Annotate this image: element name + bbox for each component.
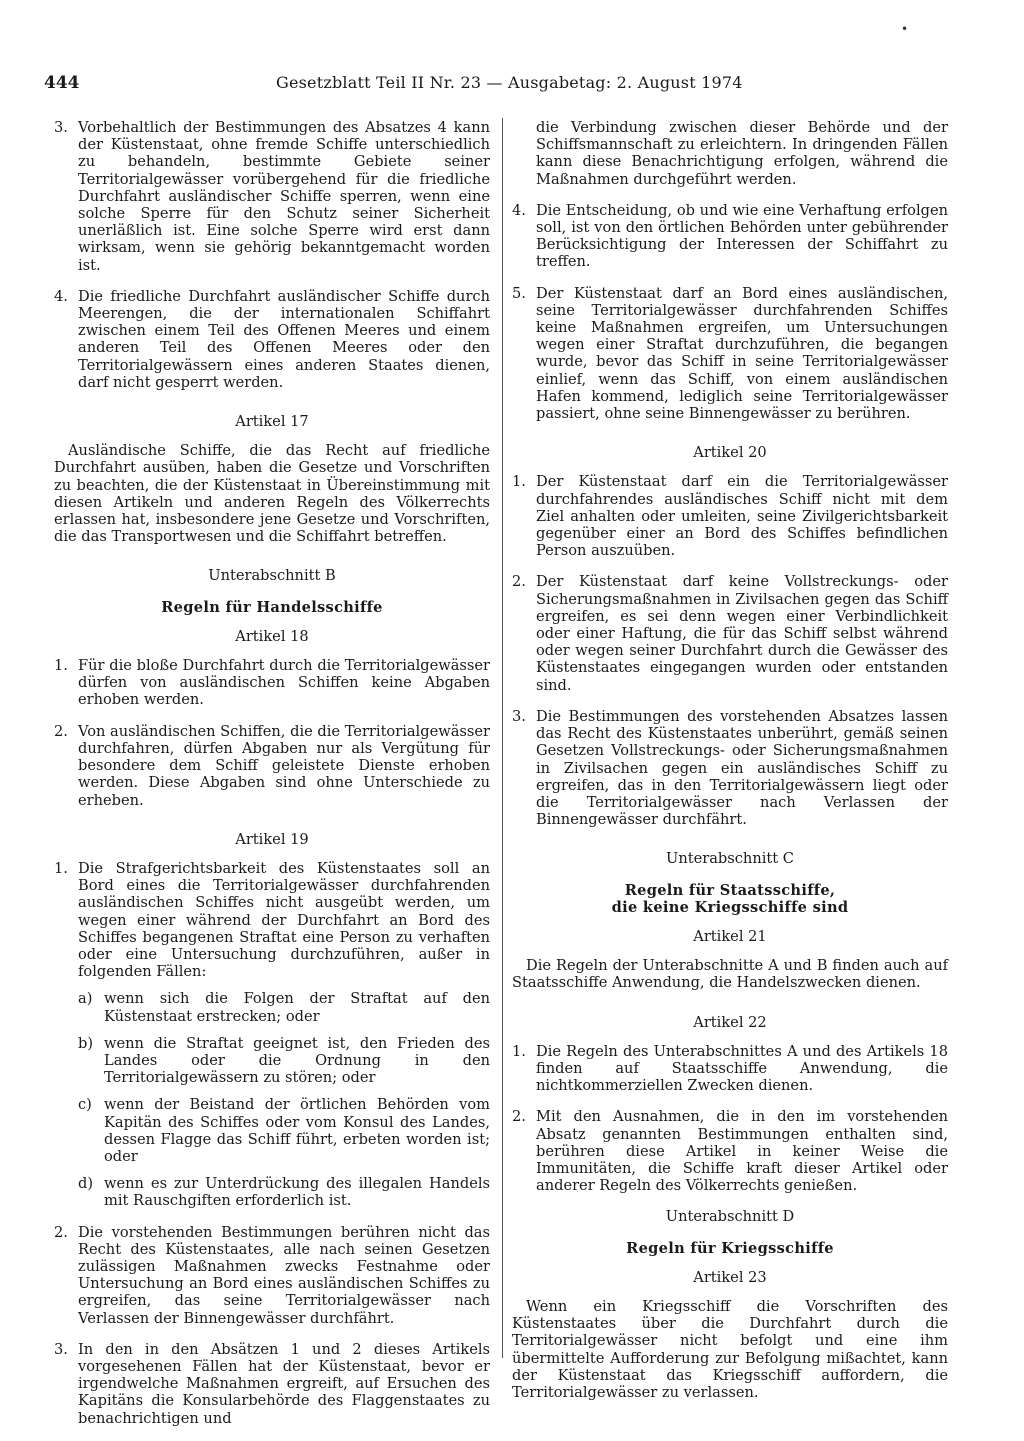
article-23-text: Wenn ein Kriegsschiff die Vorschriften des Küstenstaates über die Durchfahrt durch die Territorialgewässer nicht befolgt und eine ihm übermittelte Aufforderung zur Befolgung mißachtet, kann der Küstenstaat das Kriegsschiff auffordern, die Territorialgewässer zu verlassen. [512, 1297, 948, 1401]
sub-item-text: wenn der Beistand der örtlichen Behörden vom Kapitän des Schiffes oder vom Konsul des Landes, dessen Flagge das Schiff führt, erbeten worden ist; oder [104, 1096, 490, 1165]
article-19-title: Artikel 19 [235, 830, 309, 848]
article-18-paragraph-1 [54, 657, 490, 709]
sub-item-label: d) [78, 1175, 94, 1193]
subsection-b-title: Regeln für Handelsschiffe [161, 598, 383, 616]
paragraph-text: Für die bloße Durchfahrt durch die Territorialgewässer dürfen von ausländischen Schiffen keine Abgaben erhoben werden. [78, 657, 490, 709]
paragraph-text: Von ausländischen Schiffen, die die Territorialgewässer durchfahren, dürfen Abgaben nur als Vergütung für besondere dem Schiff geleistete Dienste erhoben werden. Diese Abgaben sind ohne Unterschiede zu erheben. [78, 722, 490, 809]
article-20-title: Artikel 20 [693, 444, 767, 462]
article-19-paragraph-4 [512, 202, 948, 271]
right-column [512, 119, 948, 1415]
article-17-text: Ausländische Schiffe, die das Recht auf friedliche Durchfahrt ausüben, haben die Gesetze und Vorschriften zu beachten, die der Küstenstaat in Übereinstimmung mit diesen Artikeln und anderen Regeln des Völkerrechts erlassen hat, insbesondere jene Gesetze und Vorschriften, die das Transportwesen und die Schiffahrt betreffen. [54, 442, 490, 546]
paragraph-number: 3. [54, 1340, 68, 1358]
paragraph-number: 1. [512, 473, 526, 491]
paragraph-number: 2. [54, 722, 68, 740]
sub-item-label: b) [78, 1034, 94, 1052]
subsection-c-label: Unterabschnitt C [666, 850, 794, 868]
paragraph-text: Der Küstenstaat darf keine Vollstreckungs- oder Sicherungsmaßnahmen in Zivilsachen gegen das Schiff ergreifen, es sei denn wegen einer Verbindlichkeit oder einer Haftung, die für das Schiff selbst während oder wegen seiner Durchfahrt durch die Gewässer des Küstenstaates eingegangen wurden oder entstanden sind. [536, 573, 948, 694]
paragraph-text: Vorbehaltlich der Bestimmungen des Absatzes 4 kann der Küstenstaat, ohne fremde Schiffe unterschiedlich zu behandeln, bestimmte Gebiete seiner Territorialgewässer vorübergehend für die friedliche Durchfahrt ausländischer Schiffe sperren, wenn eine solche Sperre für den Schutz seiner Sicherheit unerläßlich ist. Eine solche Sperre wird erst dann wirksam, wenn sie gehörig bekanntgemacht worden ist. [78, 119, 490, 274]
article-22-title: Artikel 22 [693, 1013, 767, 1031]
paragraph-text: Die Bestimmungen des vorstehenden Absatzes lassen das Recht des Küstenstaates unberührt, gemäß seinen Gesetzen Vollstreckungs- oder Sicherungsmaßnahmen in Zivilsachen gegen ein ausländisches Schiff zu ergreifen, das in den Territorialgewässern liegt oder die Territorialgewässer nach Verlassen der Binnengewässer durchfährt. [536, 707, 948, 829]
article-19-paragraph-2 [54, 1224, 490, 1327]
article-19-paragraph-3 [54, 1341, 490, 1427]
article-21-text: Die Regeln der Unterabschnitte A und B finden auch auf Staatsschiffe Anwendung, die Handelszwecken dienen. [512, 957, 948, 992]
subsection-d-title: Regeln für Kriegsschiffe [626, 1239, 834, 1257]
article-20-paragraph-3 [512, 708, 948, 828]
article-18-title: Artikel 18 [235, 627, 309, 645]
page-number: 444 [44, 73, 80, 93]
subsection-b-label: Unterabschnitt B [208, 567, 336, 585]
paragraph-text: Die Entscheidung, ob und wie eine Verhaftung erfolgen soll, ist von den örtlichen Behörden unter gebührender Berücksichtigung der Interessen der Schiffahrt zu treffen. [536, 201, 948, 271]
paragraph-number: 2. [512, 573, 526, 591]
paragraph-number: 1. [512, 1042, 526, 1060]
sub-item-text: wenn die Straftat geeignet ist, den Frieden des Landes oder die Ordnung in den Territorialgewässern zu stören; oder [104, 1034, 490, 1087]
article-17-title: Artikel 17 [235, 413, 309, 431]
paragraph-number: 4. [54, 287, 68, 305]
article-19-paragraph-5 [512, 285, 948, 423]
sub-item-text: wenn es zur Unterdrückung des illegalen Handels mit Rauschgiften erforderlich ist. [104, 1175, 490, 1210]
sub-item-b [78, 1035, 490, 1087]
article-22-paragraph-1 [512, 1043, 948, 1095]
paragraph-text: Die vorstehenden Bestimmungen berühren nicht das Recht des Küstenstaates, alle nach seinen Gesetzen zulässigen Maßnahmen zwecks Festnahme oder Untersuchung an Bord eines ausländischen Schiffes zu ergreifen, das seine Territorialgewässer nach Verlassen der Binnengewässer durchfährt. [78, 1223, 490, 1327]
sub-item-label: a) [78, 990, 93, 1008]
paragraph-number: 4. [512, 201, 526, 219]
column-rule [502, 118, 503, 1358]
paragraph-number: 2. [54, 1223, 68, 1241]
paragraph-number: 5. [512, 284, 526, 302]
paragraph-text: In den in den Absätzen 1 und 2 dieses Artikels vorgesehenen Fällen hat der Küstenstaat, bevor er irgendwelche Maßnahmen ergreift, auf Ersuchen des Kapitäns die Konsularbehörde des Flaggenstaates zu benachrichtigen und [78, 1340, 490, 1427]
sub-item-label: c) [78, 1096, 92, 1114]
article-19-paragraph-3-continued [512, 119, 948, 188]
paragraph-body [78, 860, 490, 1210]
paragraph-text: Mit den Ausnahmen, die in den im vorstehenden Absatz genannten Bestimmungen enthalten sind, berühren diese Artikel in keiner Weise die Immunitäten, die Schiffe kraft dieser Artikel oder anderer Regeln des Völkerrechts genießen. [536, 1108, 948, 1195]
paragraph-text: Der Küstenstaat darf ein die Territorialgewässer durchfahrendes ausländisches Schiff nicht mit dem Ziel anhalten oder umleiten, seine Zivilgerichtsbarkeit gegenüber einer an Bord des Schiffes befindlichen Person auszuüben. [536, 473, 948, 560]
article-19-paragraph-1 [54, 860, 490, 1210]
paragraph-number: 3. [54, 119, 68, 136]
paragraph-text: Die friedliche Durchfahrt ausländischer Schiffe durch Meerengen, die der internationalen Schiffahrt zwischen einem Teil des Offenen Meeres und einem anderen Teil des Offenen Meeres oder den Territorialgewässern eines anderen Staates dienen, darf nicht gesperrt werden. [78, 287, 490, 391]
sub-item-d [78, 1175, 490, 1209]
article-22-paragraph-2 [512, 1108, 948, 1194]
speck-mark: • [901, 22, 909, 36]
subsection-c-title-line-2: die keine Kriegsschiffe sind [611, 898, 849, 916]
article-21-title: Artikel 21 [693, 927, 767, 945]
paragraph-number: 1. [54, 657, 68, 675]
paragraph-text: Die Regeln des Unterabschnittes A und des Artikels 18 finden auf Staatsschiffe Anwendung, die nichtkommerziellen Zwecken dienen. [536, 1042, 948, 1095]
subsection-d-label: Unterabschnitt D [665, 1208, 795, 1226]
subsection-c-title-line-1: Regeln für Staatsschiffe, [624, 881, 836, 899]
article-16-paragraph-4 [54, 288, 490, 391]
paragraph-number: 3. [512, 707, 526, 725]
paragraph-text: Die Strafgerichtsbarkeit des Küstenstaates soll an Bord eines die Territorialgewässer durchfahrenden ausländischen Schiffes nicht ausgeübt werden, um wegen einer während der Durchfahrt an Bord des Schiffes begangenen Straftat eine Person zu verhaften oder eine Untersuchung durchzuführen, außer in folgenden Fällen: [78, 859, 490, 981]
paragraph-text: die Verbindung zwischen dieser Behörde und der Schiffsmannschaft zu erleichtern. In dringenden Fällen kann diese Benachrichtigung erfolgen, während die Maßnahmen durchgeführt werden. [536, 119, 948, 188]
article-16-paragraph-3 [54, 119, 490, 274]
running-head: Gesetzblatt Teil II Nr. 23 — Ausgabetag: 2. August 1974 [276, 73, 743, 92]
left-column [54, 119, 490, 1441]
article-23-title: Artikel 23 [693, 1268, 767, 1286]
paragraph-number: 1. [54, 859, 68, 877]
sub-item-c [78, 1096, 490, 1165]
sub-item-a [78, 990, 490, 1024]
sub-item-text: wenn sich die Folgen der Straftat auf den Küstenstaat erstrecken; oder [104, 990, 490, 1025]
article-20-paragraph-1 [512, 473, 948, 559]
article-18-paragraph-2 [54, 723, 490, 809]
paragraph-text: Der Küstenstaat darf an Bord eines ausländischen, seine Territorialgewässer durchfahrenden Schiffes keine Maßnahmen ergreifen, um Untersuchungen wegen einer Straftat durchzuführen, die begangen wurde, bevor das Schiff in seine Territorialgewässer einlief, wenn das Schiff, von einem ausländischen Hafen kommend, lediglich seine Territorialgewässer passiert, ohne seine Binnengewässer zu berühren. [536, 284, 948, 423]
article-20-paragraph-2 [512, 573, 948, 693]
paragraph-number: 2. [512, 1108, 526, 1126]
